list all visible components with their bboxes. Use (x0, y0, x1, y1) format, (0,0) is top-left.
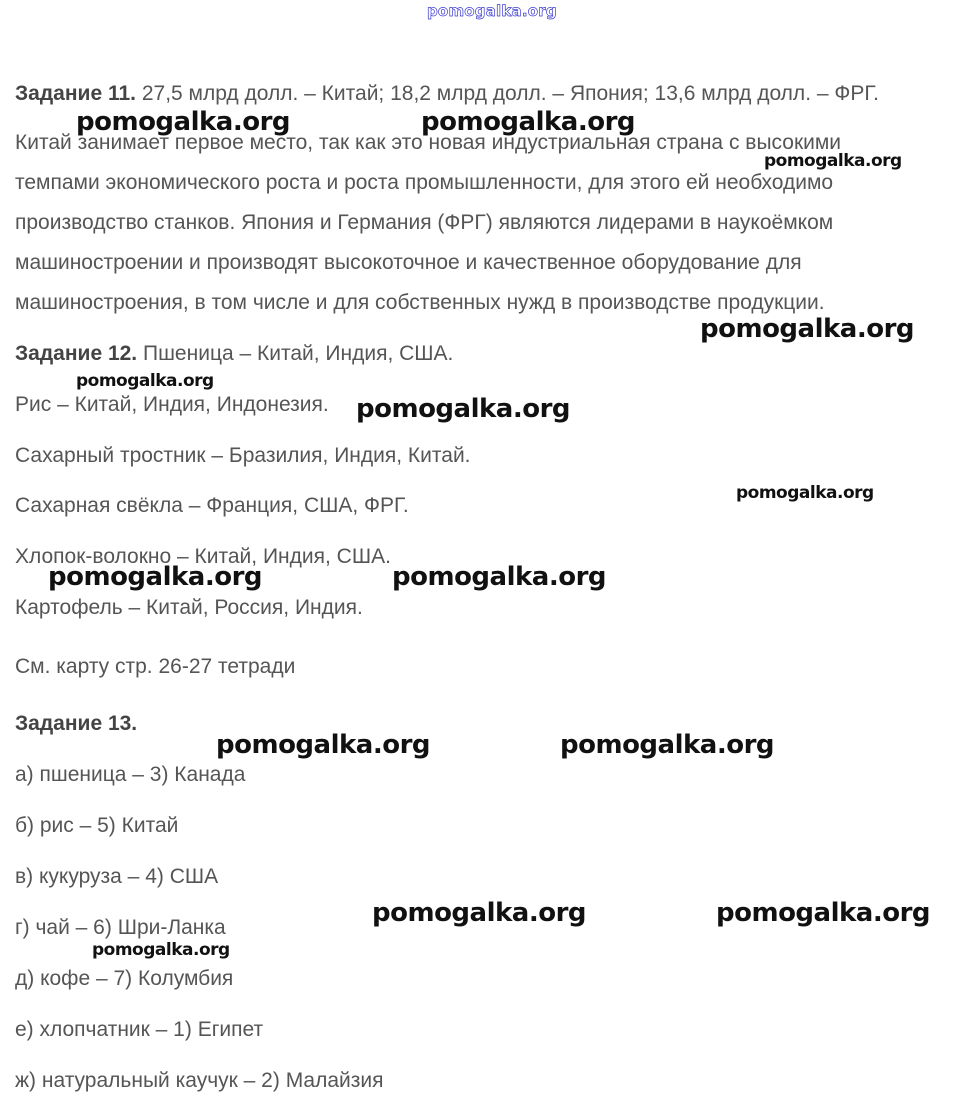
task-12-item: Сахарная свёкла – Франция, США, ФРГ. (15, 494, 409, 517)
task-11-answer: 27,5 млрд долл. – Китай; 18,2 млрд долл. – Япония; 13,6 млрд долл. – ФРГ. (136, 82, 879, 105)
task-11-text-line: машиностроения, в том числе и для собственных нужд в производстве продукции. (15, 291, 825, 314)
task-11-text-line: Китай занимает первое место, так как это новая индустриальная страна с высокими (15, 131, 842, 154)
watermark: pomogalka.org (76, 371, 214, 391)
task-12-map-note: См. карту стр. 26-27 тетради (15, 655, 296, 678)
task-13-item: е) хлопчатник – 1) Египет (15, 1018, 264, 1041)
task-13-item: в) кукуруза – 4) США (15, 865, 219, 888)
watermark: pomogalka.org (560, 730, 775, 760)
watermark: pomogalka.org (700, 314, 915, 344)
task-12-heading (15, 341, 453, 367)
task-13-item: а) пшеница – 3) Канада (15, 763, 246, 786)
watermark: pomogalka.org (48, 562, 263, 592)
task-11-heading (15, 81, 879, 107)
watermark: pomogalka.org (76, 107, 291, 137)
task-13-heading (15, 711, 137, 737)
watermark: pomogalka.org (356, 394, 571, 424)
watermark: pomogalka.org (736, 483, 874, 503)
watermark: pomogalka.org (372, 898, 587, 928)
task-12-item: Хлопок-волокно – Китай, Индия, США. (15, 545, 391, 568)
task-12-item: Рис – Китай, Индия, Индонезия. (15, 393, 329, 416)
task-12-label: Задание 12. (15, 342, 138, 365)
watermark: pomogalka.org (716, 898, 931, 928)
task-11-label: Задание 11. (15, 82, 136, 105)
task-12-item: Сахарный тростник – Бразилия, Индия, Китай. (15, 444, 471, 467)
task-13-item: д) кофе – 7) Колумбия (15, 967, 234, 990)
task-12-item: Картофель – Китай, Россия, Индия. (15, 596, 363, 619)
watermark: pomogalka.org (392, 562, 607, 592)
task-13-item: б) рис – 5) Китай (15, 814, 179, 837)
watermark: pomogalka.org (92, 940, 230, 960)
task-11-text-line: темпами экономического роста и роста промышленности, для этого ей необходимо (15, 171, 834, 194)
watermark: pomogalka.org (421, 107, 636, 137)
task-13-item: ж) натуральный каучук – 2) Малайзия (15, 1069, 384, 1092)
task-11-text-line: машиностроении и производят высокоточное и качественное оборудование для (15, 251, 802, 274)
watermark: pomogalka.org (216, 730, 431, 760)
task-13-label: Задание 13. (15, 712, 138, 735)
task-13-item: г) чай – 6) Шри-Ланка (15, 916, 226, 939)
site-link[interactable]: pomogalka.org (427, 2, 557, 20)
task-12-first-item: Пшеница – Китай, Индия, США. (137, 342, 454, 365)
watermark: pomogalka.org (764, 151, 902, 171)
task-11-text-line: производство станков. Япония и Германия (ФРГ) являются лидерами в наукоёмком (15, 211, 834, 234)
